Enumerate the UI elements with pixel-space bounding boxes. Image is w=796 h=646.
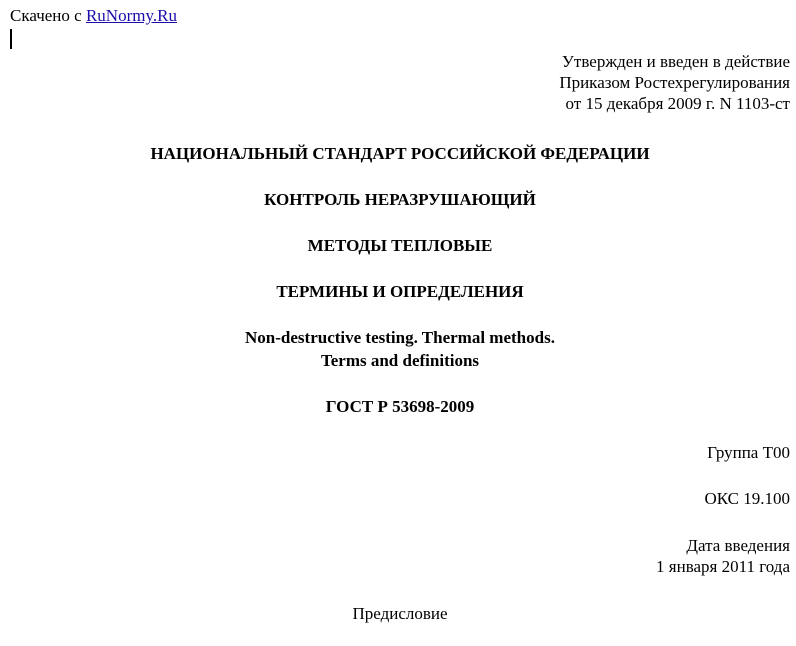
english-title-line-1: Non-destructive testing. Thermal methods. <box>245 328 555 347</box>
text-cursor <box>10 29 12 49</box>
terms-title: ТЕРМИНЫ И ОПРЕДЕЛЕНИЯ <box>276 282 524 301</box>
intro-date-label: Дата введения <box>686 536 790 555</box>
gost-number: ГОСТ Р 53698-2009 <box>325 397 475 416</box>
source-line <box>10 6 177 26</box>
group-label: Группа Т00 <box>707 443 790 462</box>
methods-title: МЕТОДЫ ТЕПЛОВЫЕ <box>307 236 493 255</box>
oks-label: ОКС 19.100 <box>704 489 790 508</box>
approval-line-2: Приказом Ростехрегулирования <box>559 73 790 92</box>
intro-date-value: 1 января 2011 года <box>656 557 790 576</box>
source-prefix: Скачено с <box>10 6 86 25</box>
control-title: КОНТРОЛЬ НЕРАЗРУШАЮЩИЙ <box>264 190 536 209</box>
standard-title: НАЦИОНАЛЬНЫЙ СТАНДАРТ РОССИЙСКОЙ ФЕДЕРАЦИИ <box>150 144 650 163</box>
approval-block <box>559 51 790 114</box>
approval-line-3: от 15 декабря 2009 г. N 1103-ст <box>565 94 790 113</box>
english-title-line-2: Terms and definitions <box>320 351 480 370</box>
approval-line-1: Утвержден и введен в действие <box>561 52 790 71</box>
source-link[interactable]: RuNormy.Ru <box>85 6 177 25</box>
intro-date-block <box>656 535 790 577</box>
foreword-heading: Предисловие <box>352 604 448 623</box>
